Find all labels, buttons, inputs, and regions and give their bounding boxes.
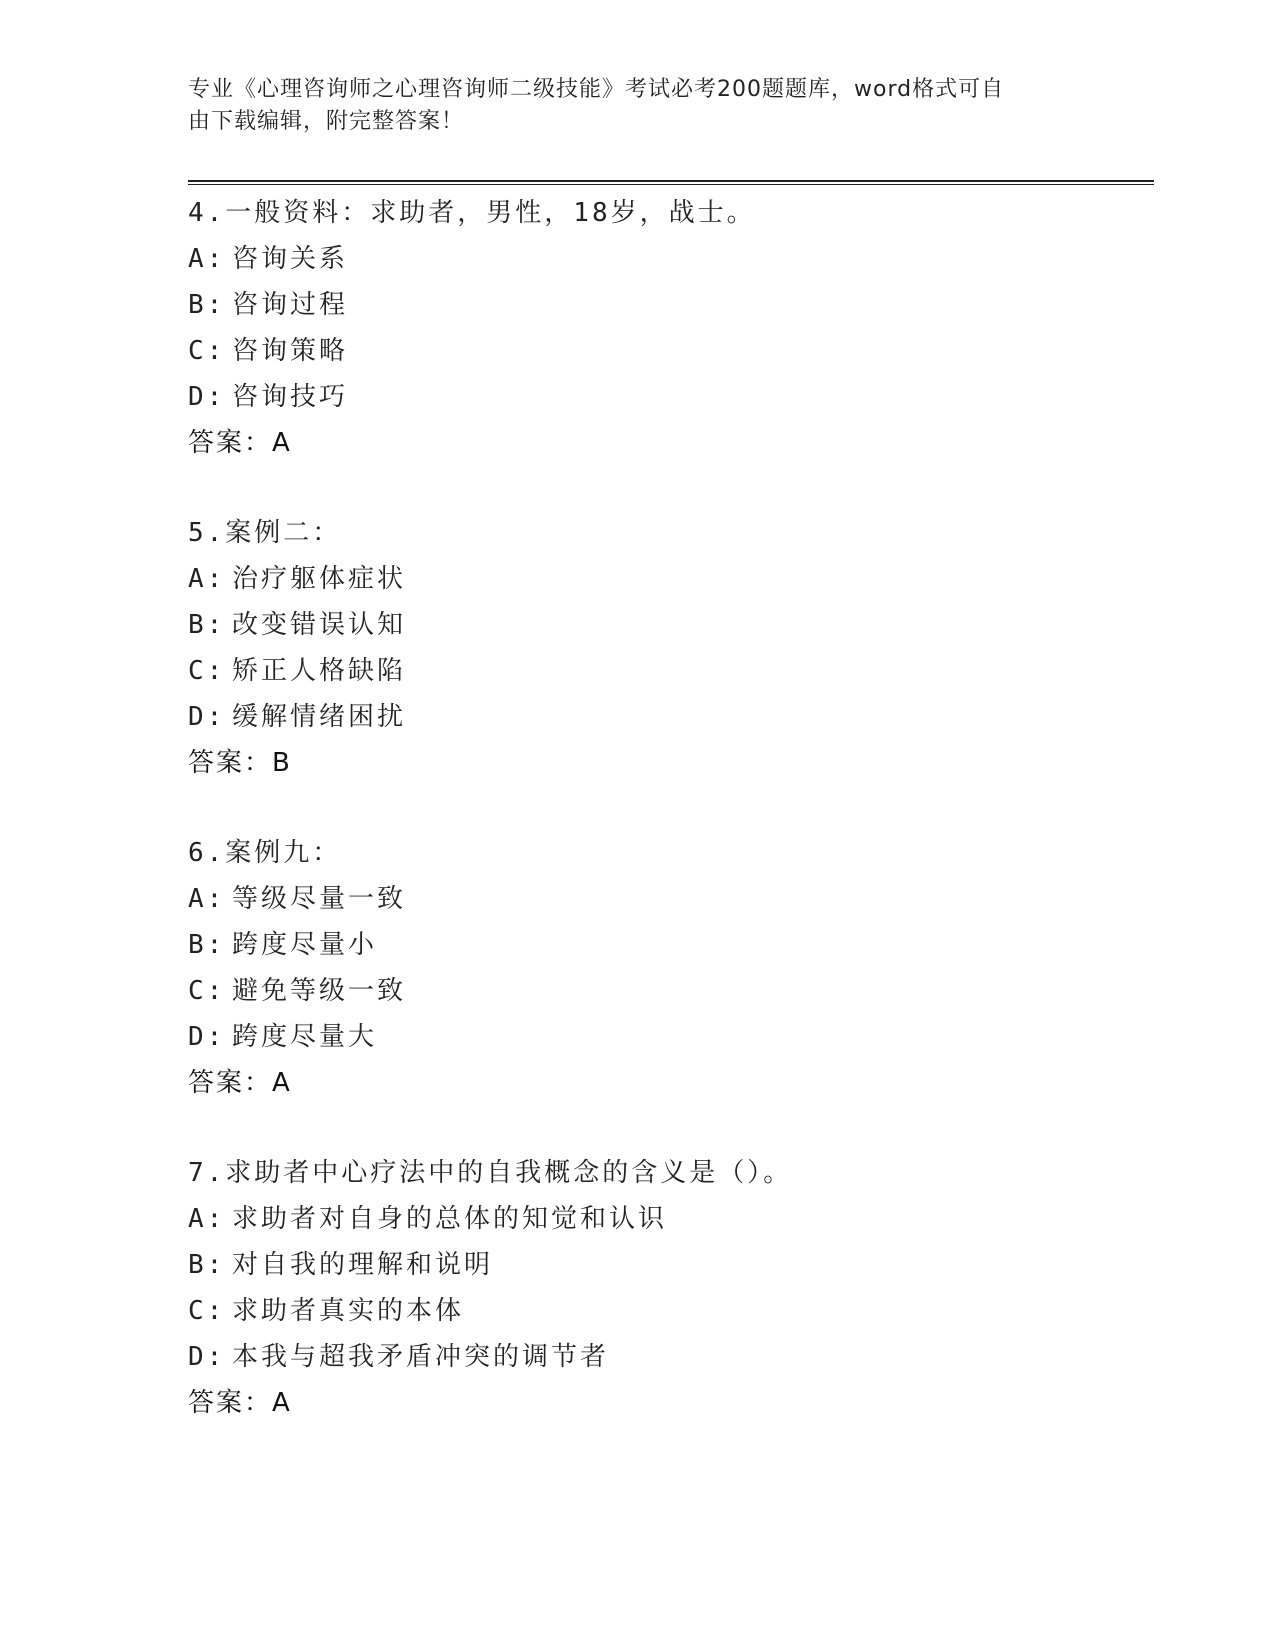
option-text: 咨询技巧 xyxy=(232,382,349,412)
question-list xyxy=(188,190,1154,1470)
option-key: D: xyxy=(188,702,226,732)
question-stem: 4.一般资料：求助者，男性，18岁，战士。 xyxy=(188,198,756,228)
option-key: C: xyxy=(188,656,226,686)
document-header xyxy=(188,74,1068,138)
option-c xyxy=(188,1288,1154,1334)
option-text: 治疗躯体症状 xyxy=(232,564,407,594)
header-line-2: 由下载编辑，附完整答案！ xyxy=(188,109,465,134)
answer-label: 答案： xyxy=(188,428,273,458)
option-c xyxy=(188,328,1154,374)
option-text: 避免等级一致 xyxy=(232,976,407,1006)
answer-value: A xyxy=(272,1068,290,1098)
question-stem: 5.案例二： xyxy=(188,518,342,548)
header-divider-thin xyxy=(188,184,1154,185)
answer-label: 答案： xyxy=(188,748,273,778)
option-key: D: xyxy=(188,1022,226,1052)
option-key: A: xyxy=(188,1204,226,1234)
option-d xyxy=(188,1334,1154,1380)
option-key: B: xyxy=(188,610,226,640)
answer-label: 答案： xyxy=(188,1388,273,1418)
option-text: 跨度尽量大 xyxy=(232,1022,378,1052)
option-key: A: xyxy=(188,244,226,274)
option-text: 本我与超我矛盾冲突的调节者 xyxy=(232,1342,610,1372)
answer-label: 答案： xyxy=(188,1068,273,1098)
option-key: A: xyxy=(188,884,226,914)
option-text: 咨询策略 xyxy=(232,336,349,366)
option-text: 等级尽量一致 xyxy=(232,884,407,914)
option-key: C: xyxy=(188,976,226,1006)
option-text: 咨询过程 xyxy=(232,290,349,320)
option-key: D: xyxy=(188,382,226,412)
option-text: 咨询关系 xyxy=(232,244,349,274)
question-5 xyxy=(188,510,1154,786)
option-key: C: xyxy=(188,1296,226,1326)
question-6 xyxy=(188,830,1154,1106)
answer-line xyxy=(188,420,1154,466)
option-a xyxy=(188,556,1154,602)
option-key: D: xyxy=(188,1342,226,1372)
answer-line xyxy=(188,1060,1154,1106)
answer-value: A xyxy=(272,428,290,458)
option-a xyxy=(188,236,1154,282)
option-a xyxy=(188,1196,1154,1242)
answer-value: A xyxy=(272,1388,290,1418)
answer-line xyxy=(188,1380,1154,1426)
option-text: 跨度尽量小 xyxy=(232,930,378,960)
option-d xyxy=(188,374,1154,420)
option-key: B: xyxy=(188,930,226,960)
option-text: 缓解情绪困扰 xyxy=(232,702,407,732)
option-key: B: xyxy=(188,290,226,320)
option-b xyxy=(188,1242,1154,1288)
question-stem: 7.求助者中心疗法中的自我概念的含义是（）。 xyxy=(188,1158,793,1188)
option-text: 改变错误认知 xyxy=(232,610,407,640)
header-divider-thick xyxy=(188,180,1154,182)
question-stem: 6.案例九： xyxy=(188,838,342,868)
option-d xyxy=(188,1014,1154,1060)
option-b xyxy=(188,602,1154,648)
option-key: B: xyxy=(188,1250,226,1280)
answer-line xyxy=(188,740,1154,786)
option-text: 矫正人格缺陷 xyxy=(232,656,407,686)
option-key: C: xyxy=(188,336,226,366)
header-line-1: 专业《心理咨询师之心理咨询师二级技能》考试必考200题题库，word格式可自 xyxy=(188,77,1005,102)
answer-value: B xyxy=(272,748,290,778)
option-b xyxy=(188,922,1154,968)
option-c xyxy=(188,968,1154,1014)
option-text: 求助者对自身的总体的知觉和认识 xyxy=(232,1204,668,1234)
option-text: 对自我的理解和说明 xyxy=(232,1250,494,1280)
option-d xyxy=(188,694,1154,740)
option-text: 求助者真实的本体 xyxy=(232,1296,465,1326)
question-4 xyxy=(188,190,1154,466)
option-a xyxy=(188,876,1154,922)
option-b xyxy=(188,282,1154,328)
question-7 xyxy=(188,1150,1154,1426)
option-c xyxy=(188,648,1154,694)
option-key: A: xyxy=(188,564,226,594)
